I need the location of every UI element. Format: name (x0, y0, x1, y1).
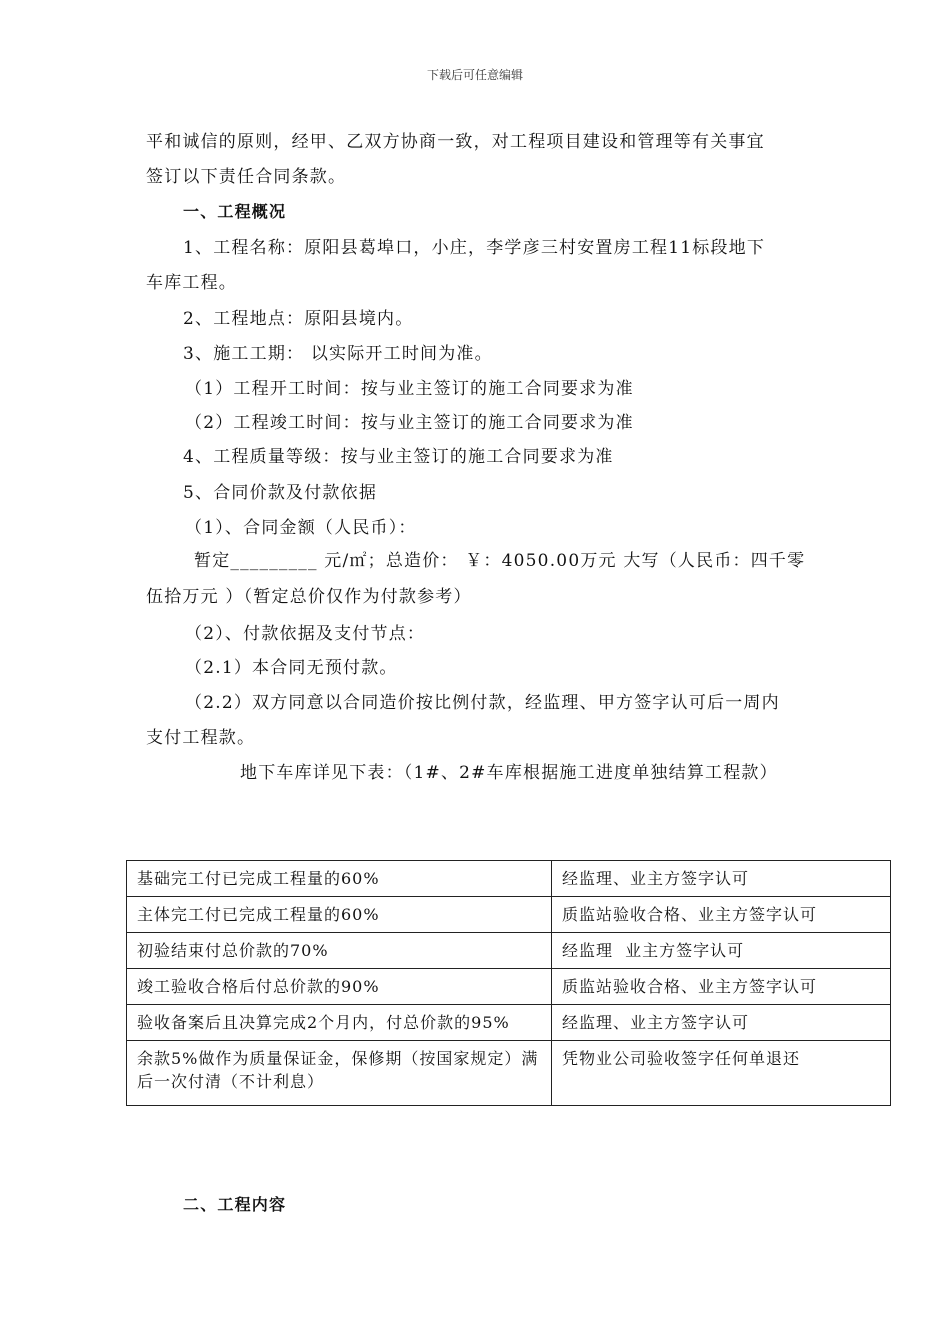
contract-amount-line: 暂定_________ 元/㎡；总造价： ￥：4050.00万元 大写（人民币：四千零 (194, 551, 806, 571)
paragraph-line: 1、工程名称：原阳县葛埠口，小庄，李学彦三村安置房工程11标段地下 (183, 238, 766, 258)
approval-requirement: 质监站验收合格、业主方签字认可 (552, 969, 891, 1005)
approval-requirement: 经监理、业主方签字认可 (552, 861, 891, 897)
paragraph-line: 2、工程地点：原阳县境内。 (183, 309, 414, 329)
approval-requirement: 经监理 业主方签字认可 (552, 933, 891, 969)
payment-condition: 主体完工付已完成工程量的60% (127, 897, 552, 933)
payment-condition: 初验结束付总价款的70% (127, 933, 552, 969)
paragraph-line: （1）工程开工时间：按与业主签订的施工合同要求为准 (185, 379, 634, 399)
table-row (127, 1041, 891, 1106)
paragraph-line: 平和诚信的原则，经甲、乙双方协商一致，对工程项目建设和管理等有关事宜 (146, 132, 765, 152)
approval-requirement: 凭物业公司验收签字任何单退还 (552, 1041, 891, 1106)
approval-requirement: 经监理、业主方签字认可 (552, 1005, 891, 1041)
table-row (127, 933, 891, 969)
paragraph-line: （2.2）双方同意以合同造价按比例付款，经监理、甲方签字认可后一周内 (185, 693, 780, 713)
paragraph-line: 5、合同价款及付款依据 (183, 483, 378, 503)
payment-condition: 基础完工付已完成工程量的60% (127, 861, 552, 897)
paragraph-line: （2.1）本合同无预付款。 (185, 658, 398, 678)
section-heading-content: 二、工程内容 (183, 1195, 287, 1214)
table-caption: 地下车库详见下表：（1#、2#车库根据施工进度单独结算工程款） (240, 763, 778, 783)
page-header: 下载后可任意编辑 (426, 68, 523, 82)
paragraph-line: 伍拾万元 ）（暂定总价仅作为付款参考） (146, 587, 472, 607)
paragraph-line: 4、工程质量等级：按与业主签订的施工合同要求为准 (183, 447, 614, 467)
payment-condition: 竣工验收合格后付总价款的90% (127, 969, 552, 1005)
paragraph-line: 车库工程。 (146, 273, 237, 293)
paragraph-line: 签订以下责任合同条款。 (146, 167, 347, 187)
payment-schedule-table (126, 860, 891, 1106)
section-heading-overview: 一、工程概况 (183, 202, 287, 221)
paragraph-line: （2）、付款依据及支付节点： (185, 624, 426, 644)
table-row (127, 897, 891, 933)
table-row (127, 861, 891, 897)
paragraph-line: 支付工程款。 (146, 728, 256, 748)
table-row (127, 1005, 891, 1041)
paragraph-line: （2）工程竣工时间：按与业主签订的施工合同要求为准 (185, 413, 634, 433)
payment-condition: 验收备案后且决算完成2个月内，付总价款的95% (127, 1005, 552, 1041)
table-row (127, 969, 891, 1005)
approval-requirement: 质监站验收合格、业主方签字认可 (552, 897, 891, 933)
payment-condition: 余款5%做作为质量保证金，保修期（按国家规定）满后一次付清（不计利息） (127, 1041, 552, 1106)
paragraph-line: （1）、合同金额（人民币）： (185, 518, 417, 538)
paragraph-line: 3、施工工期： 以实际开工时间为准。 (183, 344, 493, 364)
